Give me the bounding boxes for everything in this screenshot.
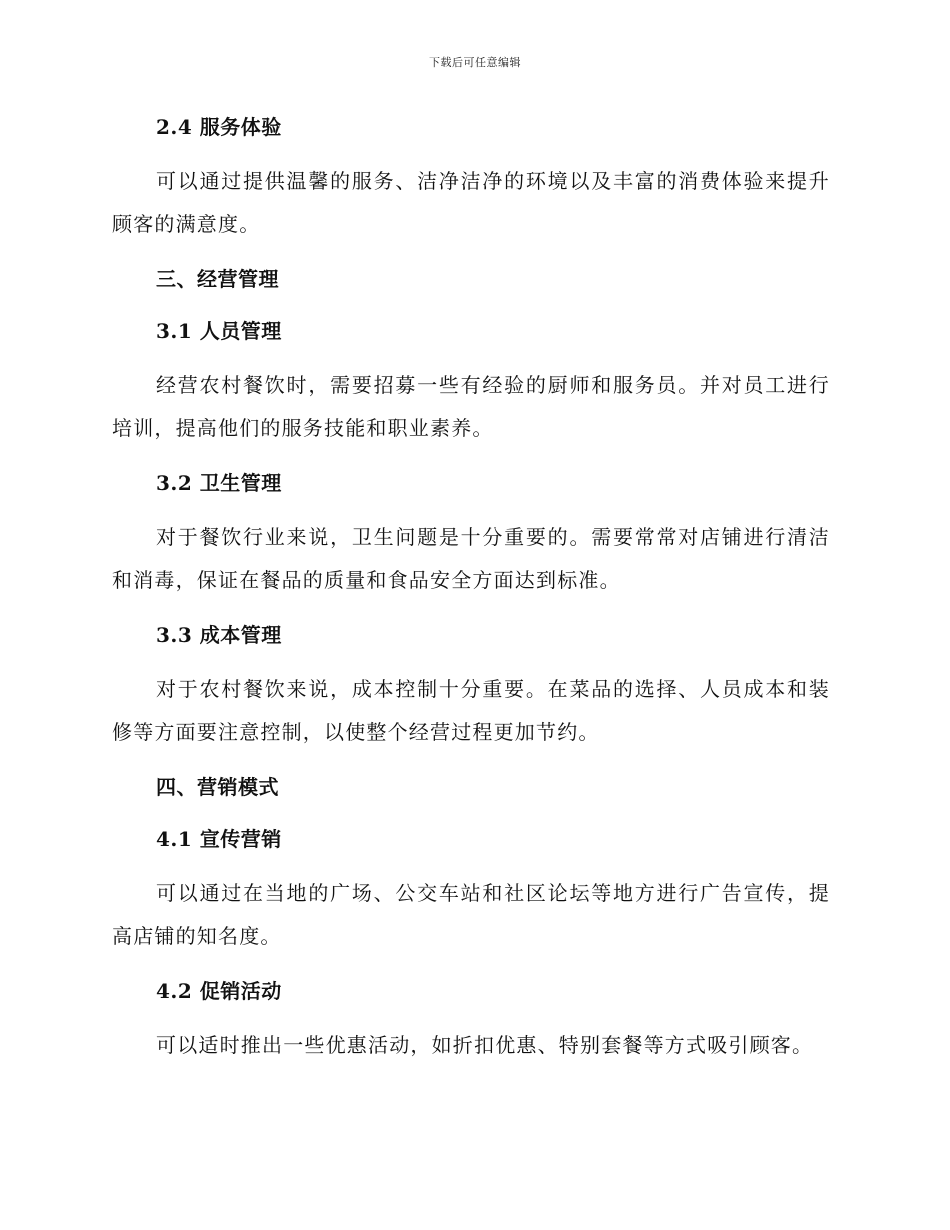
section-heading-3-2: 3.2 卫生管理: [156, 471, 282, 495]
paragraph-service-experience: 可以通过提供温馨的服务、洁净洁净的环境以及丰富的消费体验来提升顾客的满意度。: [112, 169, 830, 236]
chapter-heading-marketing: 四、营销模式: [156, 775, 279, 799]
paragraph-staff-management: 经营农村餐饮时，需要招募一些有经验的厨师和服务员。并对员工进行培训，提高他们的服务技能和职业素养。: [112, 373, 830, 440]
paragraph-hygiene-management: 对于餐饮行业来说，卫生问题是十分重要的。需要常常对店铺进行清洁和消毒，保证在餐品的质量和食品安全方面达到标准。: [112, 525, 830, 592]
page-header: 下载后可任意编辑: [429, 56, 521, 69]
section-heading-2-4: 2.4 服务体验: [156, 115, 282, 139]
section-heading-3-3: 3.3 成本管理: [156, 623, 282, 647]
paragraph-advertising: 可以通过在当地的广场、公交车站和社区论坛等地方进行广告宣传，提高店铺的知名度。: [112, 881, 830, 948]
section-heading-4-1: 4.1 宣传营销: [156, 827, 282, 851]
paragraph-promotions: 可以适时推出一些优惠活动，如折扣优惠、特别套餐等方式吸引顾客。: [156, 1033, 814, 1057]
section-heading-3-1: 3.1 人员管理: [156, 319, 282, 343]
document-body: [112, 108, 830, 1081]
section-heading-4-2: 4.2 促销活动: [156, 979, 282, 1003]
paragraph-cost-management: 对于农村餐饮来说，成本控制十分重要。在菜品的选择、人员成本和装修等方面要注意控制，以使整个经营过程更加节约。: [112, 677, 830, 744]
chapter-heading-operations: 三、经营管理: [156, 267, 279, 291]
